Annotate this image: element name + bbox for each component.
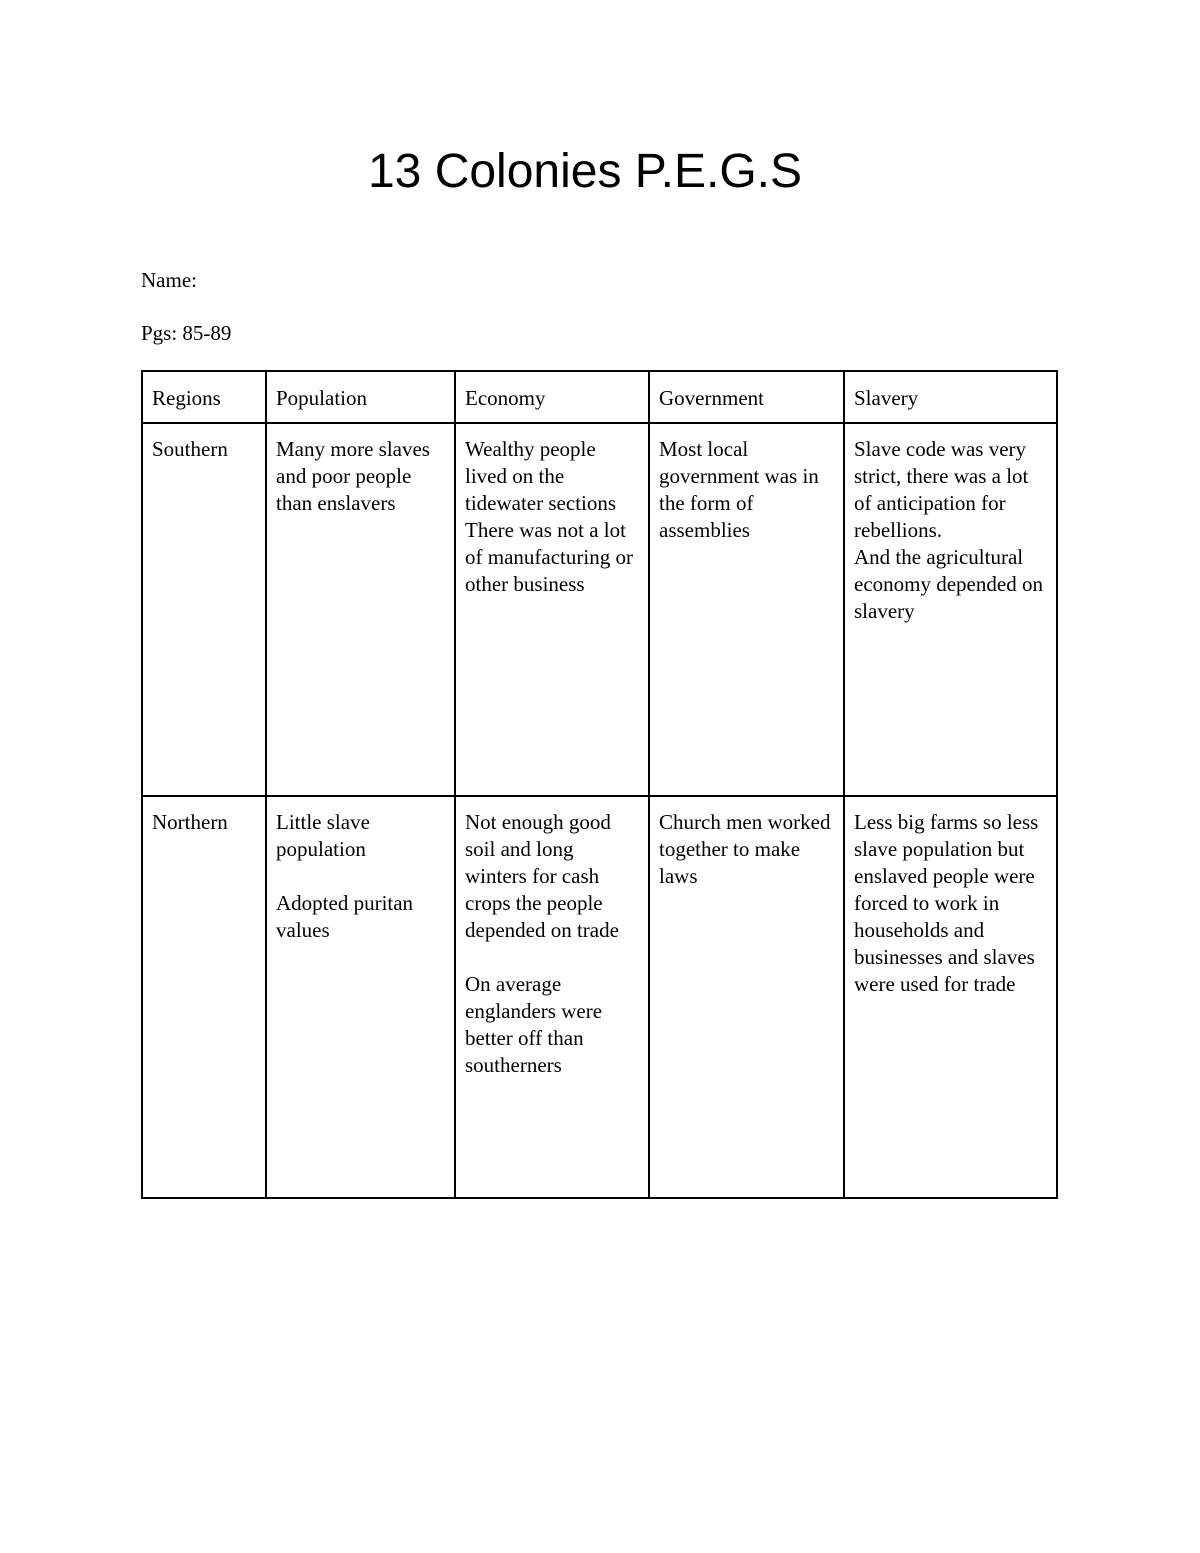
pegs-table (141, 370, 1058, 1199)
header-economy: Economy (455, 371, 649, 423)
header-government: Government (649, 371, 844, 423)
header-regions: Regions (142, 371, 266, 423)
slavery-text: Slave code was very strict, there was a lot of anticipation for rebellions. (854, 437, 1029, 542)
cell-slavery (844, 796, 1057, 1198)
economy-text: Not enough good soil and long winters for cash crops the people depended on trade (465, 810, 619, 942)
cell-region (142, 796, 266, 1198)
slavery-text: Less big farms so less slave population but enslaved people were forced to work in households and businesses and slaves were used for trade (854, 810, 1039, 996)
economy-text: Wealthy people lived on the tidewater sections There was not a lot of manufacturing or other business (465, 437, 633, 596)
economy-text: On average englanders were better off than southerners (465, 972, 603, 1077)
pages-label: Pgs: 85-89 (141, 321, 232, 345)
page-title: 13 Colonies P.E.G.S (367, 145, 803, 198)
cell-population (266, 423, 455, 796)
table-header-row (142, 371, 1057, 423)
slavery-text: And the agricultural economy depended on slavery (854, 545, 1043, 623)
table-row-southern (142, 423, 1057, 796)
cell-economy (455, 796, 649, 1198)
cell-region (142, 423, 266, 796)
government-text: Most local government was in the form of assemblies (659, 437, 819, 542)
cell-government (649, 796, 844, 1198)
cell-slavery (844, 423, 1057, 796)
table-row-northern (142, 796, 1057, 1198)
header-population: Population (266, 371, 455, 423)
cell-government (649, 423, 844, 796)
region-text: Northern (152, 810, 228, 834)
population-text: Many more slaves and poor people than enslavers (276, 437, 430, 515)
population-text: Adopted puritan values (276, 891, 414, 942)
name-label: Name: (141, 268, 197, 292)
government-text: Church men worked together to make laws (659, 810, 831, 888)
cell-economy (455, 423, 649, 796)
cell-population (266, 796, 455, 1198)
population-text: Little slave population (276, 810, 370, 861)
header-slavery: Slavery (844, 371, 1057, 423)
region-text: Southern (152, 437, 228, 461)
